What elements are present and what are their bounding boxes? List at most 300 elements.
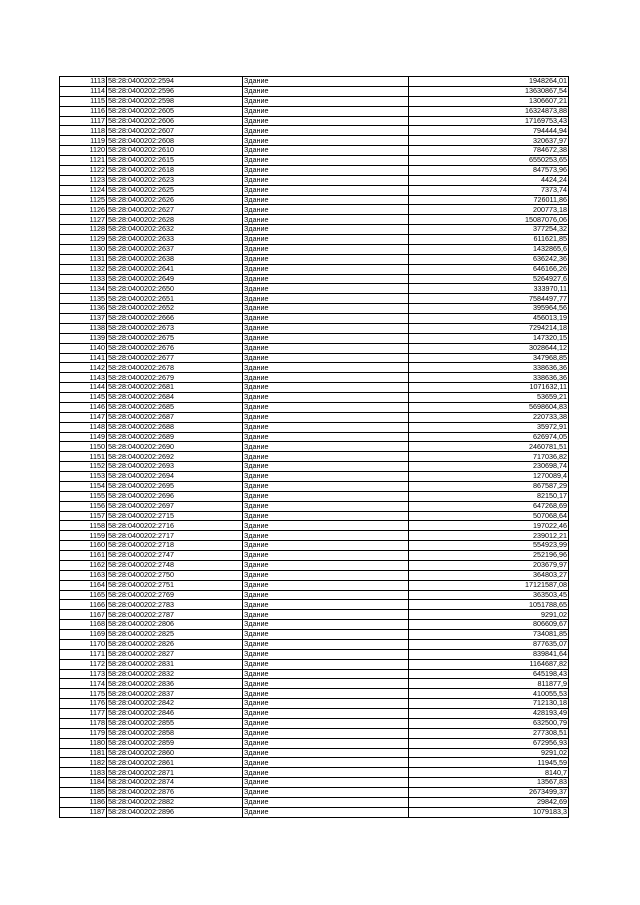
row-number-cell: 1126 [60,205,107,215]
row-number-cell: 1163 [60,570,107,580]
object-type-cell: Здание [243,106,409,116]
cadastral-number-cell: 58:28:0400202:2652 [107,304,243,314]
cadastral-value-cell: 410055,53 [409,689,569,699]
cadastral-value-cell: 611621,85 [409,235,569,245]
cadastral-number-cell: 58:28:0400202:2861 [107,758,243,768]
cadastral-number-cell: 58:28:0400202:2715 [107,511,243,521]
cadastral-value-cell: 197022,46 [409,521,569,531]
table-row [60,383,569,393]
cadastral-number-cell: 58:28:0400202:2607 [107,126,243,136]
cadastral-value-cell: 646166,26 [409,264,569,274]
cadastral-value-cell: 333970,11 [409,284,569,294]
row-number-cell: 1182 [60,758,107,768]
cadastral-number-cell: 58:28:0400202:2615 [107,156,243,166]
cadastral-value-cell: 806609,67 [409,620,569,630]
cadastral-value-cell: 8140,7 [409,768,569,778]
object-type-cell: Здание [243,452,409,462]
object-type-cell: Здание [243,560,409,570]
object-type-cell: Здание [243,649,409,659]
object-type-cell: Здание [243,185,409,195]
cadastral-value-cell: 811877,9 [409,679,569,689]
cadastral-number-cell: 58:28:0400202:2679 [107,373,243,383]
object-type-cell: Здание [243,402,409,412]
cadastral-number-cell: 58:28:0400202:2650 [107,284,243,294]
row-number-cell: 1150 [60,442,107,452]
cadastral-number-cell: 58:28:0400202:2675 [107,333,243,343]
cadastral-value-cell: 277308,51 [409,728,569,738]
cadastral-value-cell: 2673499,37 [409,788,569,798]
object-type-cell: Здание [243,235,409,245]
cadastral-value-cell: 6550253,65 [409,156,569,166]
cadastral-number-cell: 58:28:0400202:2690 [107,442,243,452]
table-row [60,412,569,422]
object-type-cell: Здание [243,462,409,472]
cadastral-value-cell: 626974,05 [409,432,569,442]
cadastral-number-cell: 58:28:0400202:2694 [107,472,243,482]
row-number-cell: 1151 [60,452,107,462]
cadastral-number-cell: 58:28:0400202:2632 [107,225,243,235]
table-row [60,481,569,491]
object-type-cell: Здание [243,294,409,304]
cadastral-value-cell: 507068,64 [409,511,569,521]
row-number-cell: 1153 [60,472,107,482]
object-type-cell: Здание [243,323,409,333]
table-row [60,748,569,758]
object-type-cell: Здание [243,768,409,778]
object-type-cell: Здание [243,284,409,294]
cadastral-value-cell: 363503,45 [409,590,569,600]
row-number-cell: 1168 [60,620,107,630]
table-row [60,333,569,343]
cadastral-number-cell: 58:28:0400202:2673 [107,323,243,333]
row-number-cell: 1162 [60,560,107,570]
cadastral-number-cell: 58:28:0400202:2858 [107,728,243,738]
cadastral-value-cell: 200773,18 [409,205,569,215]
row-number-cell: 1146 [60,402,107,412]
row-number-cell: 1180 [60,738,107,748]
object-type-cell: Здание [243,225,409,235]
table-row [60,294,569,304]
cadastral-value-cell: 220733,38 [409,412,569,422]
row-number-cell: 1116 [60,106,107,116]
cadastral-number-cell: 58:28:0400202:2871 [107,768,243,778]
object-type-cell: Здание [243,679,409,689]
cadastral-value-table [59,76,569,818]
row-number-cell: 1169 [60,630,107,640]
cadastral-value-cell: 230698,74 [409,462,569,472]
row-number-cell: 1147 [60,412,107,422]
cadastral-number-cell: 58:28:0400202:2649 [107,274,243,284]
cadastral-value-cell: 17169753,43 [409,116,569,126]
table-row [60,106,569,116]
cadastral-value-cell: 320637,97 [409,136,569,146]
cadastral-number-cell: 58:28:0400202:2627 [107,205,243,215]
row-number-cell: 1179 [60,728,107,738]
row-number-cell: 1139 [60,333,107,343]
cadastral-number-cell: 58:28:0400202:2860 [107,748,243,758]
object-type-cell: Здание [243,521,409,531]
table-row [60,274,569,284]
object-type-cell: Здание [243,797,409,807]
object-type-cell: Здание [243,343,409,353]
row-number-cell: 1129 [60,235,107,245]
row-number-cell: 1113 [60,77,107,87]
object-type-cell: Здание [243,244,409,254]
cadastral-number-cell: 58:28:0400202:2855 [107,718,243,728]
cadastral-number-cell: 58:28:0400202:2859 [107,738,243,748]
cadastral-value-cell: 1051788,65 [409,600,569,610]
object-type-cell: Здание [243,610,409,620]
cadastral-number-cell: 58:28:0400202:2606 [107,116,243,126]
cadastral-value-cell: 347968,85 [409,353,569,363]
row-number-cell: 1170 [60,639,107,649]
table-row [60,156,569,166]
cadastral-value-cell: 252196,96 [409,551,569,561]
cadastral-value-cell: 364803,27 [409,570,569,580]
cadastral-value-cell: 636242,36 [409,254,569,264]
cadastral-number-cell: 58:28:0400202:2832 [107,669,243,679]
cadastral-value-cell: 9291,02 [409,748,569,758]
table-row [60,363,569,373]
object-type-cell: Здание [243,205,409,215]
cadastral-number-cell: 58:28:0400202:2842 [107,699,243,709]
object-type-cell: Здание [243,718,409,728]
cadastral-number-cell: 58:28:0400202:2666 [107,314,243,324]
cadastral-number-cell: 58:28:0400202:2651 [107,294,243,304]
table-row [60,195,569,205]
cadastral-number-cell: 58:28:0400202:2825 [107,630,243,640]
cadastral-value-cell: 672956,93 [409,738,569,748]
table-row [60,304,569,314]
table-row [60,96,569,106]
object-type-cell: Здание [243,383,409,393]
object-type-cell: Здание [243,314,409,324]
cadastral-number-cell: 58:28:0400202:2687 [107,412,243,422]
cadastral-number-cell: 58:28:0400202:2610 [107,146,243,156]
object-type-cell: Здание [243,126,409,136]
row-number-cell: 1171 [60,649,107,659]
table-row [60,630,569,640]
table-row [60,560,569,570]
row-number-cell: 1127 [60,215,107,225]
row-number-cell: 1134 [60,284,107,294]
table-row [60,225,569,235]
row-number-cell: 1118 [60,126,107,136]
row-number-cell: 1125 [60,195,107,205]
table-row [60,531,569,541]
object-type-cell: Здание [243,195,409,205]
table-row [60,728,569,738]
row-number-cell: 1124 [60,185,107,195]
object-type-cell: Здание [243,807,409,817]
cadastral-value-cell: 395964,56 [409,304,569,314]
row-number-cell: 1176 [60,699,107,709]
row-number-cell: 1187 [60,807,107,817]
cadastral-number-cell: 58:28:0400202:2896 [107,807,243,817]
row-number-cell: 1173 [60,669,107,679]
row-number-cell: 1120 [60,146,107,156]
cadastral-number-cell: 58:28:0400202:2783 [107,600,243,610]
cadastral-value-cell: 147320,15 [409,333,569,343]
cadastral-value-cell: 1164687,82 [409,659,569,669]
object-type-cell: Здание [243,264,409,274]
object-type-cell: Здание [243,136,409,146]
cadastral-number-cell: 58:28:0400202:2827 [107,649,243,659]
object-type-cell: Здание [243,748,409,758]
table-row [60,610,569,620]
cadastral-number-cell: 58:28:0400202:2598 [107,96,243,106]
cadastral-value-cell: 726011,86 [409,195,569,205]
cadastral-value-cell: 717036,82 [409,452,569,462]
object-type-cell: Здание [243,728,409,738]
cadastral-value-cell: 82150,17 [409,491,569,501]
cadastral-value-cell: 17121587,08 [409,580,569,590]
cadastral-value-cell: 867587,29 [409,481,569,491]
cadastral-number-cell: 58:28:0400202:2876 [107,788,243,798]
object-type-cell: Здание [243,373,409,383]
cadastral-number-cell: 58:28:0400202:2717 [107,531,243,541]
object-type-cell: Здание [243,432,409,442]
object-type-cell: Здание [243,333,409,343]
table-row [60,551,569,561]
table-row [60,244,569,254]
object-type-cell: Здание [243,363,409,373]
row-number-cell: 1115 [60,96,107,106]
cadastral-number-cell: 58:28:0400202:2751 [107,580,243,590]
table-row [60,136,569,146]
table-row [60,343,569,353]
row-number-cell: 1133 [60,274,107,284]
table-row [60,472,569,482]
object-type-cell: Здание [243,353,409,363]
row-number-cell: 1148 [60,422,107,432]
row-number-cell: 1185 [60,788,107,798]
row-number-cell: 1174 [60,679,107,689]
cadastral-value-cell: 2460781,51 [409,442,569,452]
object-type-cell: Здание [243,77,409,87]
table-row [60,600,569,610]
object-type-cell: Здание [243,511,409,521]
row-number-cell: 1156 [60,501,107,511]
row-number-cell: 1172 [60,659,107,669]
table-row [60,501,569,511]
row-number-cell: 1136 [60,304,107,314]
object-type-cell: Здание [243,156,409,166]
table-row [60,669,569,679]
cadastral-value-cell: 11945,59 [409,758,569,768]
object-type-cell: Здание [243,600,409,610]
object-type-cell: Здание [243,86,409,96]
table-row [60,570,569,580]
object-type-cell: Здание [243,659,409,669]
table-row [60,699,569,709]
table-row [60,175,569,185]
row-number-cell: 1128 [60,225,107,235]
table-row [60,788,569,798]
cadastral-number-cell: 58:28:0400202:2695 [107,481,243,491]
cadastral-value-cell: 338636,36 [409,373,569,383]
object-type-cell: Здание [243,96,409,106]
cadastral-value-cell: 35972,91 [409,422,569,432]
object-type-cell: Здание [243,541,409,551]
cadastral-number-cell: 58:28:0400202:2716 [107,521,243,531]
cadastral-value-cell: 554923,99 [409,541,569,551]
object-type-cell: Здание [243,422,409,432]
row-number-cell: 1175 [60,689,107,699]
cadastral-number-cell: 58:28:0400202:2641 [107,264,243,274]
table-row [60,511,569,521]
cadastral-number-cell: 58:28:0400202:2596 [107,86,243,96]
object-type-cell: Здание [243,481,409,491]
cadastral-value-cell: 1948264,01 [409,77,569,87]
cadastral-number-cell: 58:28:0400202:2696 [107,491,243,501]
cadastral-number-cell: 58:28:0400202:2618 [107,165,243,175]
cadastral-number-cell: 58:28:0400202:2874 [107,778,243,788]
table-row [60,353,569,363]
cadastral-value-cell: 839841,64 [409,649,569,659]
cadastral-number-cell: 58:28:0400202:2747 [107,551,243,561]
cadastral-number-cell: 58:28:0400202:2681 [107,383,243,393]
cadastral-value-cell: 847573,96 [409,165,569,175]
cadastral-number-cell: 58:28:0400202:2718 [107,541,243,551]
row-number-cell: 1155 [60,491,107,501]
table-row [60,422,569,432]
cadastral-number-cell: 58:28:0400202:2638 [107,254,243,264]
object-type-cell: Здание [243,689,409,699]
object-type-cell: Здание [243,788,409,798]
row-number-cell: 1157 [60,511,107,521]
cadastral-value-cell: 645198,43 [409,669,569,679]
cadastral-number-cell: 58:28:0400202:2605 [107,106,243,116]
table-row [60,738,569,748]
object-type-cell: Здание [243,620,409,630]
row-number-cell: 1166 [60,600,107,610]
cadastral-value-cell: 16324873,88 [409,106,569,116]
object-type-cell: Здание [243,254,409,264]
table-row [60,205,569,215]
cadastral-value-cell: 338636,36 [409,363,569,373]
object-type-cell: Здание [243,580,409,590]
cadastral-number-cell: 58:28:0400202:2882 [107,797,243,807]
cadastral-value-cell: 4424,24 [409,175,569,185]
object-type-cell: Здание [243,758,409,768]
table-row [60,541,569,551]
object-type-cell: Здание [243,274,409,284]
table-row [60,264,569,274]
cadastral-value-cell: 3028644,12 [409,343,569,353]
table-row [60,709,569,719]
row-number-cell: 1142 [60,363,107,373]
cadastral-value-cell: 13567,83 [409,778,569,788]
object-type-cell: Здание [243,175,409,185]
table-row [60,254,569,264]
row-number-cell: 1149 [60,432,107,442]
cadastral-value-cell: 794444,94 [409,126,569,136]
object-type-cell: Здание [243,699,409,709]
cadastral-number-cell: 58:28:0400202:2692 [107,452,243,462]
table-body [60,77,569,818]
cadastral-value-cell: 734081,85 [409,630,569,640]
row-number-cell: 1119 [60,136,107,146]
cadastral-value-cell: 29842,69 [409,797,569,807]
cadastral-number-cell: 58:28:0400202:2628 [107,215,243,225]
row-number-cell: 1145 [60,393,107,403]
object-type-cell: Здание [243,116,409,126]
row-number-cell: 1164 [60,580,107,590]
cadastral-number-cell: 58:28:0400202:2608 [107,136,243,146]
cadastral-value-cell: 647268,69 [409,501,569,511]
cadastral-value-cell: 1079183,3 [409,807,569,817]
row-number-cell: 1123 [60,175,107,185]
object-type-cell: Здание [243,501,409,511]
row-number-cell: 1178 [60,718,107,728]
object-type-cell: Здание [243,146,409,156]
table-row [60,126,569,136]
table-row [60,284,569,294]
cadastral-number-cell: 58:28:0400202:2623 [107,175,243,185]
row-number-cell: 1114 [60,86,107,96]
cadastral-number-cell: 58:28:0400202:2637 [107,244,243,254]
table-row [60,215,569,225]
cadastral-value-cell: 7373,74 [409,185,569,195]
cadastral-number-cell: 58:28:0400202:2787 [107,610,243,620]
table-row [60,659,569,669]
table-row [60,393,569,403]
row-number-cell: 1122 [60,165,107,175]
cadastral-number-cell: 58:28:0400202:2594 [107,77,243,87]
cadastral-number-cell: 58:28:0400202:2684 [107,393,243,403]
table-row [60,235,569,245]
row-number-cell: 1159 [60,531,107,541]
table-row [60,807,569,817]
table-row [60,491,569,501]
table-row [60,452,569,462]
row-number-cell: 1117 [60,116,107,126]
cadastral-number-cell: 58:28:0400202:2625 [107,185,243,195]
cadastral-value-cell: 5698604,83 [409,402,569,412]
object-type-cell: Здание [243,215,409,225]
table-row [60,185,569,195]
cadastral-value-cell: 1270089,4 [409,472,569,482]
cadastral-value-cell: 13630867,54 [409,86,569,96]
row-number-cell: 1121 [60,156,107,166]
table-row [60,620,569,630]
cadastral-value-cell: 632500,79 [409,718,569,728]
cadastral-number-cell: 58:28:0400202:2693 [107,462,243,472]
cadastral-value-cell: 428193,49 [409,709,569,719]
object-type-cell: Здание [243,738,409,748]
table-row [60,797,569,807]
cadastral-value-cell: 1306607,21 [409,96,569,106]
object-type-cell: Здание [243,304,409,314]
table-row [60,432,569,442]
object-type-cell: Здание [243,669,409,679]
row-number-cell: 1141 [60,353,107,363]
row-number-cell: 1143 [60,373,107,383]
table-row [60,521,569,531]
table-row [60,590,569,600]
object-type-cell: Здание [243,778,409,788]
row-number-cell: 1167 [60,610,107,620]
row-number-cell: 1135 [60,294,107,304]
cadastral-value-cell: 7584497,77 [409,294,569,304]
row-number-cell: 1181 [60,748,107,758]
row-number-cell: 1132 [60,264,107,274]
row-number-cell: 1186 [60,797,107,807]
table-row [60,146,569,156]
cadastral-value-cell: 7294214,18 [409,323,569,333]
table-row [60,462,569,472]
